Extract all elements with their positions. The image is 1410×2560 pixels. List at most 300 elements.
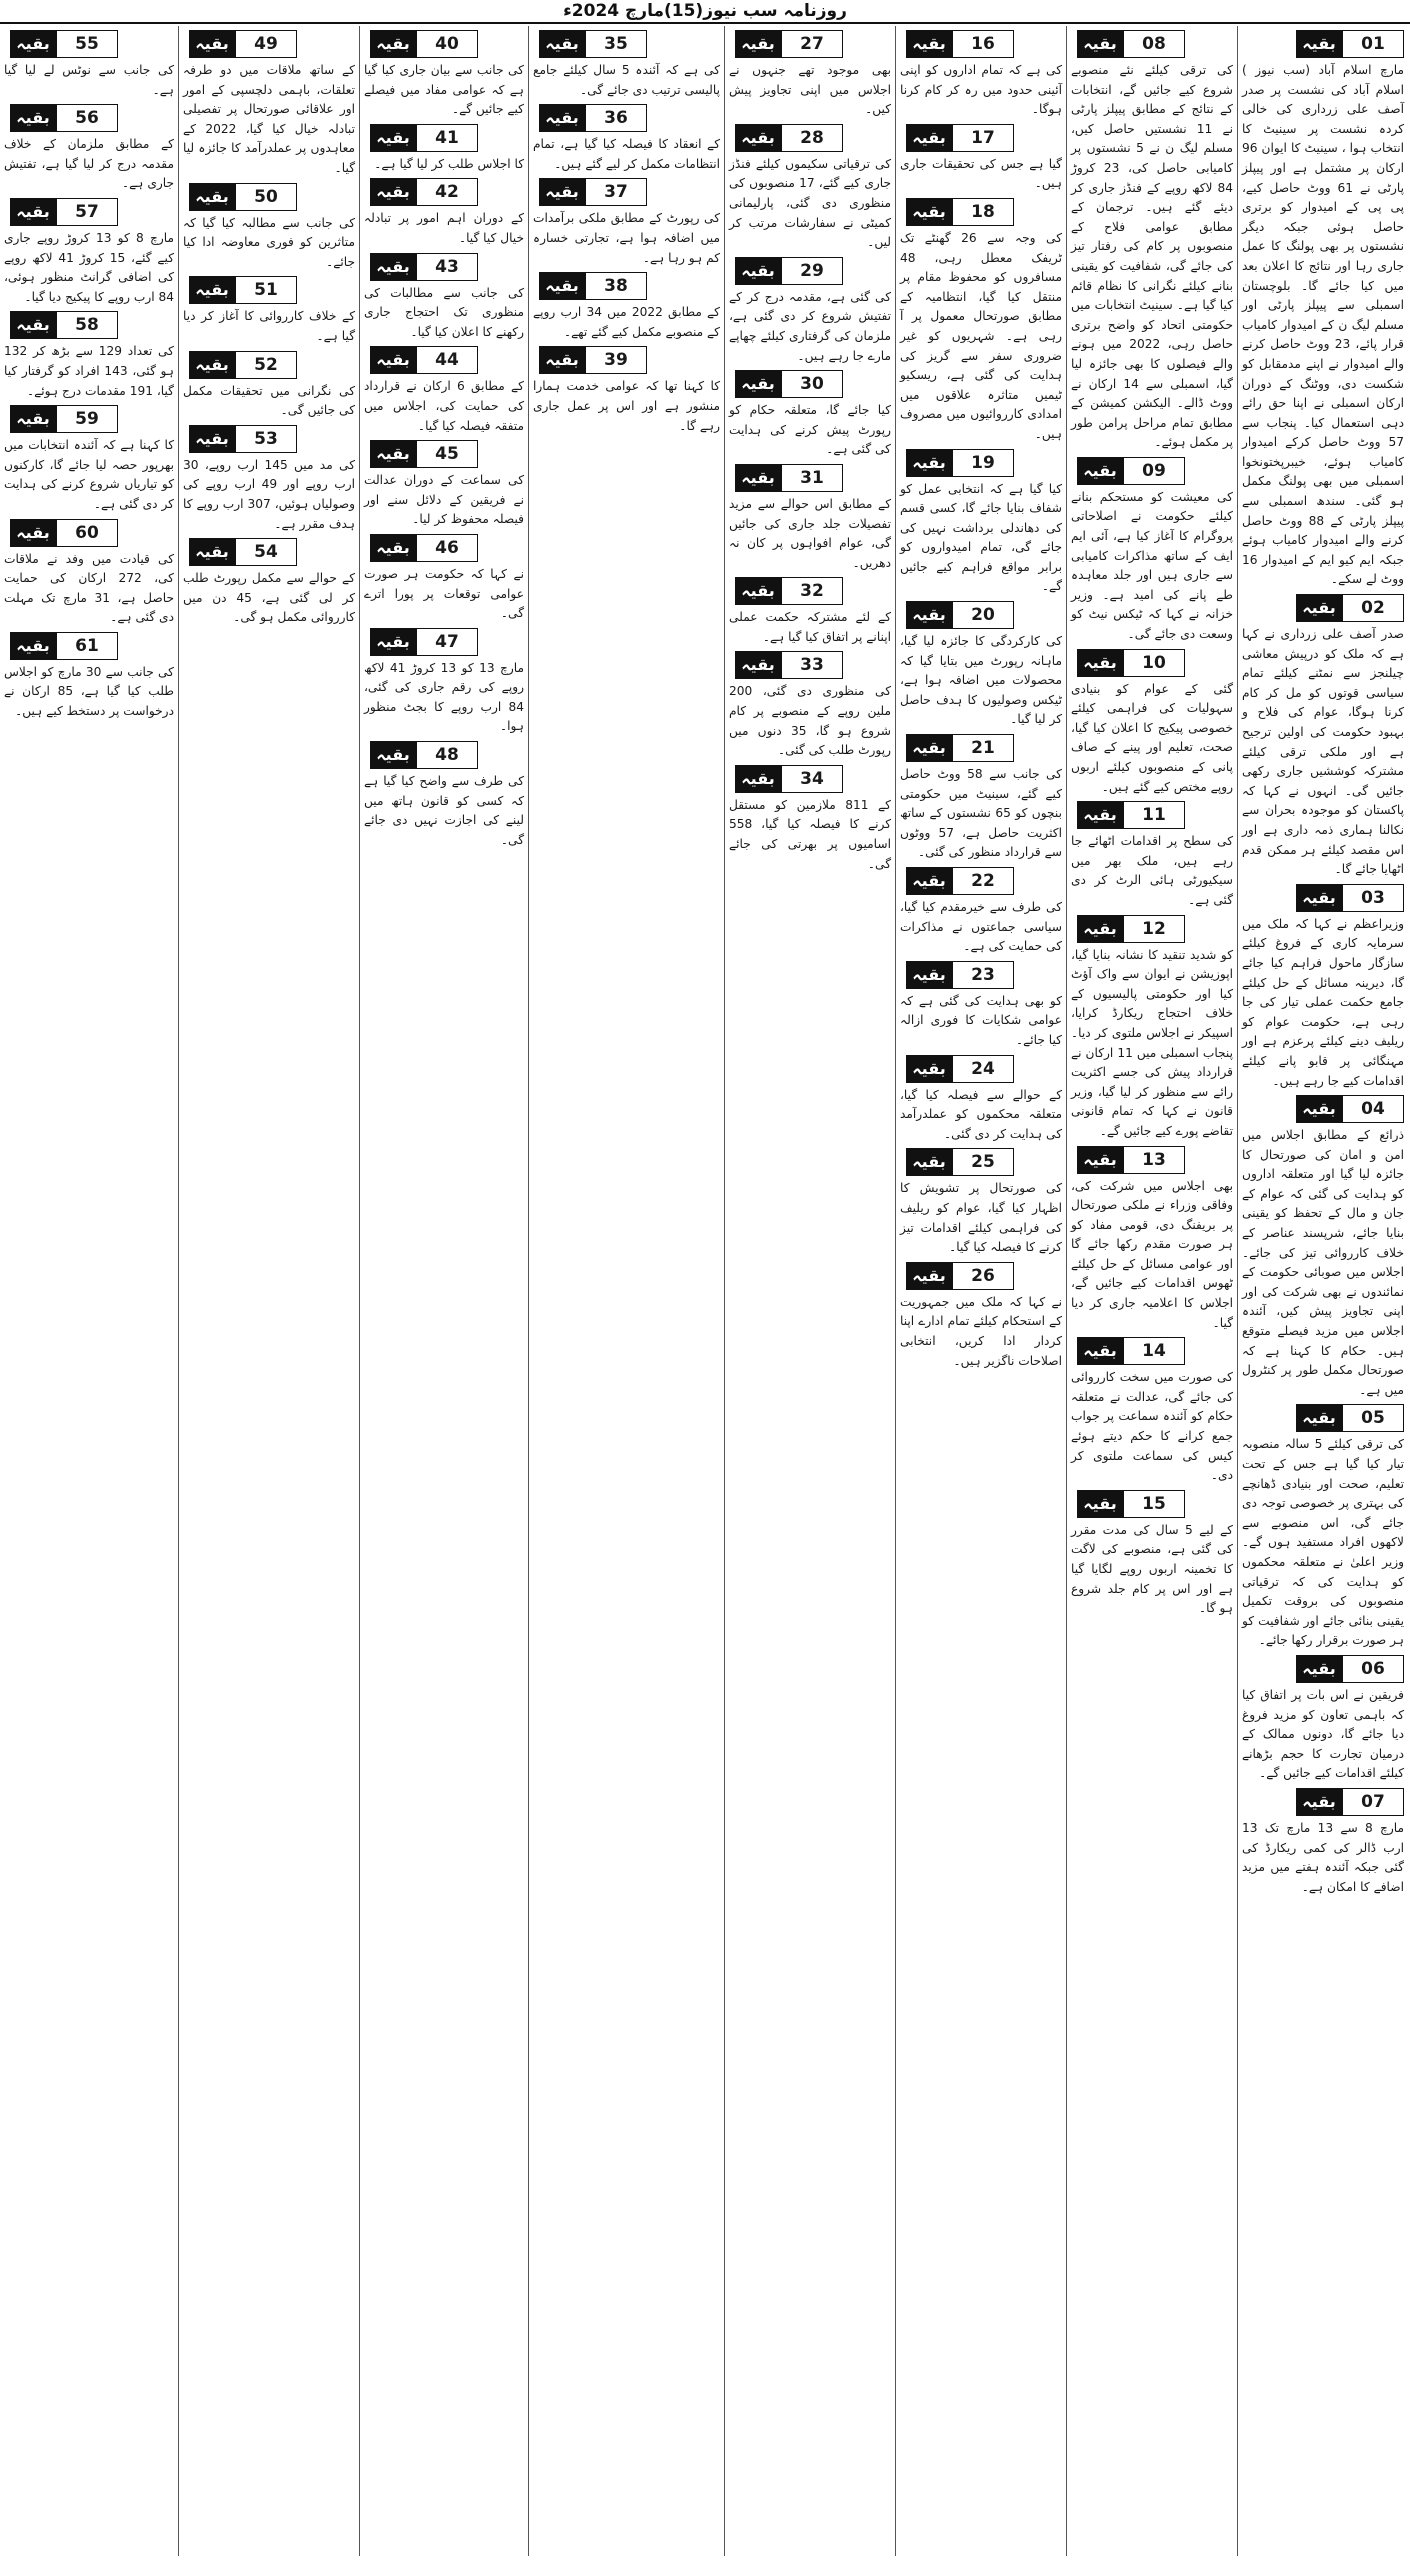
continuation-label: بقیہ (189, 425, 235, 453)
continuation-tag (1071, 1337, 1233, 1365)
continuation-tag (900, 867, 1062, 895)
continuation-number: 19 (952, 449, 1014, 477)
column-1 (1240, 26, 1406, 2556)
continuation-label: بقیہ (1296, 1655, 1342, 1683)
continuation-block (364, 741, 524, 850)
continuation-tag (1242, 1095, 1404, 1123)
continuation-tag (364, 346, 524, 374)
continuation-block (1242, 1095, 1404, 1400)
column-7 (181, 26, 357, 2556)
continuation-block (183, 425, 355, 534)
continuation-tag (900, 1055, 1062, 1083)
continuation-label: بقیہ (370, 253, 416, 281)
continuation-label: بقیہ (735, 257, 781, 285)
continuation-tag (364, 741, 524, 769)
continuation-tag (900, 734, 1062, 762)
continuation-block (183, 538, 355, 628)
continuation-label: بقیہ (735, 464, 781, 492)
continuation-label: بقیہ (1077, 649, 1123, 677)
continuation-block (4, 104, 174, 194)
continuation-number: 43 (416, 253, 478, 281)
continuation-label: بقیہ (189, 538, 235, 566)
continuation-text: کی طرف سے خیرمقدم کیا گیا، سیاسی جماعتوں نے مذاکرات کی حمایت کی ہے۔ (900, 900, 1062, 954)
continuation-block (364, 534, 524, 624)
continuation-number: 38 (585, 272, 647, 300)
continuation-text: نے کہا کہ حکومت ہر صورت عوامی توقعات پر پورا اترے گی۔ (364, 566, 524, 621)
continuation-text: کی جانب سے بیان جاری کیا گیا ہے کہ عوامی مفاد میں فیصلے کیے جائیں گے۔ (364, 63, 524, 117)
continuation-tag (364, 30, 524, 58)
continuation-text: کیا گیا ہے کہ انتخابی عمل کو شفاف بنایا جائے گا، کسی قسم کی دھاندلی برداشت نہیں کی جائے گی، تمام امیدواروں کو برابر مواقع فراہم کیے جائیں گے۔ (900, 481, 1062, 594)
continuation-tag (183, 425, 355, 453)
continuation-label: بقیہ (906, 1148, 952, 1176)
continuation-tag (364, 253, 524, 281)
continuation-block (1242, 1655, 1404, 1784)
continuation-text: کے مطابق 6 ارکان نے قرارداد کی حمایت کی، اجلاس میں متفقہ فیصلہ کیا گیا۔ (364, 379, 524, 433)
continuation-text: کی ترقی کیلئے 5 سالہ منصوبہ تیار کیا گیا ہے جس کے تحت تعلیم، صحت اور بنیادی ڈھانچے کی بہتری پر خصوصی توجہ دی جائے گی، اس منصوبے سے لاکھوں افراد مستفید ہوں گے۔ وزیر اعلیٰ نے متعلقہ محکموں کو ہدایت کی کہ ترقیاتی منصوبوں کی بروقت تکمیل یقینی بنائی جائے اور شفافیت کو ہر صورت برقرار رکھا جائے۔ (1242, 1437, 1404, 1648)
column-divider (1066, 26, 1067, 2556)
continuation-block (900, 1262, 1062, 1371)
continuation-block (183, 30, 355, 179)
continuation-label: بقیہ (735, 577, 781, 605)
continuation-tag (729, 577, 891, 605)
continuation-label: بقیہ (1077, 457, 1123, 485)
continuation-block (533, 30, 720, 100)
continuation-tag (1242, 594, 1404, 622)
continuation-tag (1242, 1655, 1404, 1683)
continuation-text: کی صورتحال پر تشویش کا اظہار کیا گیا، عوام کو ریلیف کی فراہمی کیلئے اقدامات تیز کرنے کا فیصلہ کیا گیا۔ (900, 1181, 1062, 1255)
continuation-label: بقیہ (10, 519, 56, 547)
continuation-text: مارچ اسلام آباد (سب نیوز ) اسلام آباد کی نشست پر صدر آصف علی زرداری کی خالی کردہ نشست پر سینیٹ کا انتخاب ہوا ، سینیٹ کا ایوان 96 ارکان پر مشتمل ہے اور پیپلز پارٹی نے 61 ووٹ حاصل کیے، پی پی کے امیدوار کو برتری حاصل ہوئی جبکہ دیگر نشستوں پر بھی پولنگ کا عمل جاری رہا اور نتائج کا اعلان بعد میں کیا جائے گا۔ بلوچستان اسمبلی سے پیپلز پارٹی اور مسلم لیگ ن کے امیدوار کامیاب قرار پائے، 23 ووٹ حاصل کرنے والے امیدوار نے اپنے مدمقابل کو شکست دی، ووٹنگ کے دوران ارکان اسمبلی نے اپنا حق رائے دہی استعمال کیا۔ پنجاب سے 57 ووٹ حاصل کرکے امیدوار کامیاب ہوئے، خیبرپختونخوا اسمبلی میں بھی پولنگ مکمل ہو گئی۔ سندھ اسمبلی سے پیپلز پارٹی کے 88 ووٹ حاصل کرنے والے امیدوار کامیاب ہوئے جبکہ ایم کیو ایم کے امیدوار 16 ووٹ لے سکے۔ (1242, 63, 1405, 587)
continuation-number: 12 (1123, 915, 1185, 943)
continuation-label: بقیہ (906, 124, 952, 152)
continuation-tag (364, 178, 524, 206)
continuation-label: بقیہ (10, 405, 56, 433)
continuation-number: 45 (416, 440, 478, 468)
continuation-number: 15 (1123, 1490, 1185, 1518)
continuation-text: فریقین نے اس بات پر اتفاق کیا کہ باہمی تعاون کو مزید فروغ دیا جائے گا، دونوں ممالک کے درمیان تجارت کا حجم بڑھانے کیلئے اقدامات کیے جائیں گے۔ (1242, 1687, 1404, 1781)
continuation-block (729, 30, 891, 120)
continuation-label: بقیہ (906, 867, 952, 895)
continuation-number: 55 (56, 30, 118, 58)
newspaper-masthead (0, 0, 1410, 24)
continuation-text: کے مطابق ملزمان کے خلاف مقدمہ درج کر لیا گیا ہے، تفتیش جاری ہے۔ (4, 137, 174, 191)
continuation-tag (4, 30, 174, 58)
continuation-number: 21 (952, 734, 1014, 762)
continuation-number: 58 (56, 311, 118, 339)
continuation-number: 59 (56, 405, 118, 433)
continuation-tag (729, 257, 891, 285)
continuation-block (183, 351, 355, 421)
continuation-label: بقیہ (735, 765, 781, 793)
continuation-tag (1242, 1404, 1404, 1432)
continuation-block (729, 464, 891, 573)
continuation-number: 37 (585, 178, 647, 206)
continuation-number: 40 (416, 30, 478, 58)
continuation-number: 42 (416, 178, 478, 206)
continuation-label: بقیہ (189, 276, 235, 304)
continuation-number: 03 (1342, 884, 1404, 912)
continuation-label: بقیہ (370, 440, 416, 468)
continuation-tag (1071, 649, 1233, 677)
continuation-block (1242, 884, 1404, 1091)
continuation-text: بھی موجود تھے جنہوں نے اجلاس میں اپنی تجاویز پیش کیں۔ (729, 63, 891, 117)
continuation-number: 28 (781, 124, 843, 152)
continuation-tag (900, 1262, 1062, 1290)
continuation-number: 39 (585, 346, 647, 374)
continuation-block (4, 632, 174, 722)
continuation-label: بقیہ (906, 449, 952, 477)
continuation-number: 60 (56, 519, 118, 547)
continuation-block (1071, 801, 1233, 910)
continuation-label: بقیہ (906, 30, 952, 58)
column-divider (895, 26, 896, 2556)
continuation-tag (1071, 30, 1233, 58)
continuation-number: 32 (781, 577, 843, 605)
continuation-tag (4, 405, 174, 433)
continuation-label: بقیہ (10, 311, 56, 339)
continuation-label: بقیہ (1296, 594, 1342, 622)
continuation-label: بقیہ (1077, 1146, 1123, 1174)
continuation-block (533, 346, 720, 436)
continuation-tag (533, 272, 720, 300)
continuation-number: 57 (56, 198, 118, 226)
continuation-number: 23 (952, 961, 1014, 989)
continuation-tag (1071, 801, 1233, 829)
continuation-text: کے لئے مشترکہ حکمت عملی اپنانے پر اتفاق کیا گیا ہے۔ (729, 610, 891, 644)
continuation-tag (4, 632, 174, 660)
continuation-label: بقیہ (1077, 915, 1123, 943)
continuation-number: 24 (952, 1055, 1014, 1083)
continuation-block (900, 1148, 1062, 1257)
continuation-block (4, 30, 174, 100)
column-8 (2, 26, 176, 2556)
continuation-number: 33 (781, 651, 843, 679)
continuation-block (900, 1055, 1062, 1145)
continuation-label: بقیہ (1296, 1095, 1342, 1123)
continuation-number: 46 (416, 534, 478, 562)
continuation-block (1071, 1146, 1233, 1334)
continuation-label: بقیہ (189, 30, 235, 58)
continuation-text: کی نگرانی میں تحقیقات مکمل کی جائیں گی۔ (183, 383, 355, 418)
continuation-number: 27 (781, 30, 843, 58)
continuation-tag (1071, 1490, 1233, 1518)
continuation-block (1071, 649, 1233, 798)
continuation-label: بقیہ (906, 1262, 952, 1290)
continuation-text: کی ہے کہ تمام اداروں کو اپنی آئینی حدود میں رہ کر کام کرنا ہوگا۔ (900, 63, 1062, 117)
continuation-number: 22 (952, 867, 1014, 895)
continuation-label: بقیہ (1296, 30, 1342, 58)
continuation-label: بقیہ (189, 351, 235, 379)
continuation-tag (1071, 915, 1233, 943)
continuation-text: کی رپورٹ کے مطابق ملکی برآمدات میں اضافہ ہوا ہے، تجارتی خسارہ کم ہو رہا ہے۔ (533, 211, 720, 265)
continuation-tag (900, 601, 1062, 629)
continuation-tag (729, 464, 891, 492)
continuation-text: کے انعقاد کا فیصلہ کیا گیا ہے، تمام انتظامات مکمل کر لیے گئے ہیں۔ (533, 137, 720, 171)
continuation-text: کی معیشت کو مستحکم بنانے کیلئے حکومت نے اصلاحاتی پروگرام کا آغاز کیا ہے، آئی ایم ایف کے ساتھ مذاکرات کامیابی سے جاری ہیں اور جلد معاہدہ طے پانے کی امید ہے۔ وزیر خزانہ نے کہا کہ ٹیکس نیٹ کو وسعت دی جائے گی۔ (1071, 489, 1233, 642)
continuation-text: کیا جائے گا، متعلقہ حکام کو رپورٹ پیش کرنے کی ہدایت کی گئی ہے۔ (729, 403, 891, 457)
continuation-number: 36 (585, 104, 647, 132)
continuation-text: مارچ 8 کو 13 کروڑ روپے جاری کیے گئے، 15 کروڑ 41 لاکھ روپے کی اضافی گرانٹ منظور ہوئی، 84 ارب روپے کا پیکیج دیا گیا۔ (4, 230, 174, 304)
continuation-block (4, 198, 174, 307)
continuation-tag (183, 351, 355, 379)
continuation-tag (183, 276, 355, 304)
continuation-number: 49 (235, 30, 297, 58)
continuation-number: 02 (1342, 594, 1404, 622)
continuation-label: بقیہ (10, 104, 56, 132)
continuation-label: بقیہ (1296, 1788, 1342, 1816)
continuation-block (900, 734, 1062, 863)
continuation-number: 54 (235, 538, 297, 566)
continuation-text: کی جانب سے 58 ووٹ حاصل کیے گئے، سینیٹ میں حکومتی بنچوں کو 65 نشستوں کے ساتھ اکثریت حاصل ہے، 57 ووٹوں سے قرارداد منظور کی گئی۔ (900, 767, 1062, 860)
continuation-tag (1242, 30, 1404, 58)
continuation-number: 20 (952, 601, 1014, 629)
continuation-block (1242, 30, 1404, 590)
continuation-number: 61 (56, 632, 118, 660)
continuation-number: 47 (416, 628, 478, 656)
continuation-block (364, 628, 524, 737)
continuation-tag (900, 198, 1062, 226)
continuation-number: 07 (1342, 1788, 1404, 1816)
column-4 (727, 26, 893, 2556)
continuation-text: گئی کے عوام کو بنیادی سہولیات کی فراہمی کیلئے خصوصی پیکیج کا اعلان کیا گیا، صحت، تعلیم اور پینے کے صاف پانی کے منصوبوں کیلئے اربوں روپے مختص کیے گئے ہیں۔ (1071, 681, 1233, 794)
continuation-block (533, 272, 720, 342)
continuation-block (729, 765, 891, 874)
continuation-tag (900, 449, 1062, 477)
continuation-label: بقیہ (10, 198, 56, 226)
continuation-label: بقیہ (370, 124, 416, 152)
continuation-number: 10 (1123, 649, 1185, 677)
continuation-text: کی ترقیاتی سکیموں کیلئے فنڈز جاری کیے گئے، 17 منصوبوں کی منظوری دی گئی، پارلیمانی کمیٹی نے سفارشات مرتب کر لیں۔ (729, 156, 891, 250)
column-divider (724, 26, 725, 2556)
continuation-number: 53 (235, 425, 297, 453)
continuation-block (729, 651, 891, 760)
continuation-tag (183, 538, 355, 566)
continuation-text: کی منظوری دی گئی، 200 ملین روپے کے منصوبے پر کام شروع ہو گا، 35 دنوں میں رپورٹ طلب کی گئی۔ (729, 684, 891, 758)
continuation-tag (364, 534, 524, 562)
continuation-tag (729, 370, 891, 398)
continuation-tag (533, 104, 720, 132)
continuation-text: کی تعداد 129 سے بڑھ کر 132 ہو گئی، 143 افراد کو گرفتار کیا گیا، 191 مقدمات درج ہوئے۔ (4, 344, 174, 398)
continuation-tag (533, 30, 720, 58)
continuation-number: 30 (781, 370, 843, 398)
continuation-block (4, 405, 174, 514)
continuation-text: کے مطابق اس حوالے سے مزید تفصیلات جلد جاری کی جائیں گی، عوام افواہوں پر کان نہ دھریں۔ (729, 496, 891, 570)
continuation-text: کی کارکردگی کا جائزہ لیا گیا، ماہانہ رپورٹ میں بتایا گیا کہ محصولات میں اضافہ ہوا ہے، ٹیکس وصولیوں کا ہدف حاصل کر لیا گیا۔ (900, 634, 1062, 727)
continuation-tag (183, 183, 355, 211)
continuation-text: کا اجلاس طلب کر لیا گیا ہے۔ (374, 156, 524, 171)
continuation-text: کا کہنا ہے کہ آئندہ انتخابات میں بھرپور حصہ لیا جائے گا، کارکنوں کو تیاریاں شروع کرنے کی ہدایت کر دی گئی ہے۔ (4, 438, 174, 511)
column-6 (362, 26, 526, 2556)
continuation-tag (4, 104, 174, 132)
continuation-label: بقیہ (370, 178, 416, 206)
continuation-label: بقیہ (370, 628, 416, 656)
continuation-number: 34 (781, 765, 843, 793)
continuation-label: بقیہ (906, 1055, 952, 1083)
continuation-number: 48 (416, 741, 478, 769)
continuation-label: بقیہ (539, 272, 585, 300)
continuation-label: بقیہ (10, 632, 56, 660)
continuation-text: کی جانب سے مطالبات کی منظوری تک احتجاج جاری رکھنے کا اعلان کیا گیا۔ (364, 285, 524, 339)
continuation-text: کے خلاف کارروائی کا آغاز کر دیا گیا ہے۔ (183, 309, 355, 343)
continuation-label: بقیہ (1077, 1337, 1123, 1365)
continuation-label: بقیہ (189, 183, 235, 211)
continuation-number: 41 (416, 124, 478, 152)
continuation-text: مارچ 13 کو 13 کروڑ 41 لاکھ روپے کی رقم جاری کی گئی، 84 ارب روپے کا بجٹ منظور ہوا۔ (364, 660, 525, 734)
continuation-text: کی جانب سے نوٹس لے لیا گیا ہے۔ (4, 63, 174, 97)
continuation-tag (4, 519, 174, 547)
continuation-text: کی مد میں 145 ارب روپے، 30 ارب روپے اور 49 ارب روپے کی وصولیاں ہوئیں، 307 ارب روپے کا ہدف مقرر ہے۔ (183, 457, 355, 531)
continuation-number: 05 (1342, 1404, 1404, 1432)
continuation-block (183, 183, 355, 273)
continuation-text: کے حوالے سے مکمل رپورٹ طلب کر لی گئی ہے، 45 دن میں کارروائی مکمل ہو گی۔ (183, 571, 356, 625)
continuation-tag (364, 440, 524, 468)
continuation-tag (1071, 457, 1233, 485)
continuation-block (900, 124, 1062, 194)
continuation-block (729, 124, 891, 253)
continuation-block (183, 276, 355, 346)
continuation-block (364, 30, 524, 120)
continuation-block (1071, 457, 1233, 645)
continuation-block (900, 30, 1062, 120)
continuation-block (1242, 1788, 1404, 1897)
continuation-label: بقیہ (906, 961, 952, 989)
continuation-tag (533, 178, 720, 206)
continuation-text: ذرائع کے مطابق اجلاس میں امن و امان کی صورتحال کا جائزہ لیا گیا اور متعلقہ اداروں کو ہدایت کی گئی کہ عوام کے جان و مال کے تحفظ کو یقینی بنایا جائے، شرپسند عناصر کے خلاف کارروائی تیز کی جائے۔ اجلاس میں صوبائی حکومت کے نمائندوں نے بھی شرکت کی اور اپنی تجاویز پیش کیں، آئندہ اجلاس میں مزید فیصلے متوقع ہیں۔ حکام کا کہنا ہے کہ صورتحال مکمل طور پر کنٹرول میں ہے۔ (1242, 1128, 1404, 1397)
continuation-number: 17 (952, 124, 1014, 152)
masthead-title: روزنامہ سب نیوز(15)مارچ 2024ء (563, 1, 847, 21)
continuation-number: 52 (235, 351, 297, 379)
continuation-tag (364, 628, 524, 656)
continuation-label: بقیہ (539, 346, 585, 374)
continuation-tag (4, 311, 174, 339)
continuation-block (4, 519, 174, 628)
continuation-block (900, 961, 1062, 1051)
continuation-number: 11 (1123, 801, 1185, 829)
continuation-block (364, 346, 524, 436)
continuation-tag (1071, 1146, 1233, 1174)
continuation-label: بقیہ (906, 601, 952, 629)
continuation-number: 56 (56, 104, 118, 132)
continuation-block (364, 124, 524, 175)
continuation-number: 13 (1123, 1146, 1185, 1174)
continuation-label: بقیہ (370, 534, 416, 562)
continuation-number: 09 (1123, 457, 1185, 485)
continuation-number: 04 (1342, 1095, 1404, 1123)
continuation-text: کی قیادت میں وفد نے ملاقات کی، 272 ارکان کی حمایت حاصل ہے، 31 مارچ تک مہلت دی گئی ہے۔ (4, 551, 174, 625)
column-3 (898, 26, 1064, 2556)
continuation-block (729, 257, 891, 366)
continuation-block (1071, 915, 1233, 1142)
continuation-text: کی صورت میں سخت کارروائی کی جائے گی، عدالت نے متعلقہ حکام کو آئندہ سماعت پر جواب جمع کرانے کا حکم دیتے ہوئے کیس کی سماعت ملتوی کر دی۔ (1071, 1370, 1233, 1483)
continuation-number: 35 (585, 30, 647, 58)
continuation-number: 44 (416, 346, 478, 374)
column-5 (531, 26, 722, 2556)
continuation-number: 06 (1342, 1655, 1404, 1683)
continuation-number: 16 (952, 30, 1014, 58)
column-divider (528, 26, 529, 2556)
continuation-text: صدر آصف علی زرداری نے کہا ہے کہ ملک کو درپیش معاشی چیلنجز سے نمٹنے کیلئے تمام سیاسی قوتوں کو مل کر کام کرنا ہوگا، عوام کی فلاح و بہبود حکومت کی اولین ترجیح ہے اور ملکی ترقی کیلئے مشترکہ کوششیں جاری رکھی جائیں گی۔ انہوں نے کہا کہ پاکستان کو موجودہ بحران سے نکالنا ہماری ذمہ داری ہے اور اس مقصد کیلئے ہر ممکن قدم اٹھایا جائے گا۔ (1242, 627, 1404, 877)
continuation-label: بقیہ (370, 30, 416, 58)
continuation-block (1242, 1404, 1404, 1651)
continuation-text: کی جانب سے 30 مارچ کو اجلاس طلب کیا گیا ہے، 85 ارکان نے درخواست پر دستخط کیے ہیں۔ (4, 664, 174, 719)
continuation-block (4, 311, 174, 401)
continuation-block (364, 253, 524, 343)
column-divider (1237, 26, 1238, 2556)
continuation-label: بقیہ (1077, 1490, 1123, 1518)
continuation-label: بقیہ (906, 734, 952, 762)
continuation-block (364, 178, 524, 248)
continuation-number: 25 (952, 1148, 1014, 1176)
continuation-tag (729, 651, 891, 679)
continuation-block (1071, 30, 1233, 453)
continuation-label: بقیہ (370, 346, 416, 374)
continuation-label: بقیہ (1077, 30, 1123, 58)
continuation-text: بھی اجلاس میں شرکت کی، وفاقی وزراء نے ملکی صورتحال پر بریفنگ دی، قومی مفاد کو ہر صورت مقدم رکھا جائے گا اور عوامی مسائل کے حل کیلئے ٹھوس اقدامات کیے جائیں گے، اجلاس کا اعلامیہ جاری کر دیا گیا۔ (1071, 1178, 1233, 1330)
continuation-text: کو بھی ہدایت کی گئی ہے کہ عوامی شکایات کا فوری ازالہ کیا جائے۔ (900, 993, 1062, 1047)
continuation-text: کے لیے 5 سال کی مدت مقرر کی گئی ہے، منصوبے کی لاگت کا تخمینہ اربوں روپے لگایا گیا ہے اور اس پر کام جلد شروع ہو گا۔ (1071, 1522, 1233, 1616)
continuation-tag (1242, 1788, 1404, 1816)
continuation-label: بقیہ (539, 104, 585, 132)
continuation-label: بقیہ (539, 30, 585, 58)
continuation-tag (4, 198, 174, 226)
continuation-block (900, 867, 1062, 957)
continuation-tag (900, 961, 1062, 989)
continuation-text: گیا ہے جس کی تحقیقات جاری ہیں۔ (900, 156, 1062, 191)
continuation-block (533, 178, 720, 268)
continuation-text: کے مطابق 2022 میں 34 ارب روپے کے منصوبے مکمل کیے گئے تھے۔ (533, 305, 720, 339)
continuation-tag (900, 30, 1062, 58)
continuation-number: 18 (952, 198, 1014, 226)
continuation-label: بقیہ (10, 30, 56, 58)
continuation-block (729, 577, 891, 647)
continuation-tag (900, 1148, 1062, 1176)
continuation-tag (729, 765, 891, 793)
continuation-tag (900, 124, 1062, 152)
continuation-tag (364, 124, 524, 152)
continuation-text: کی جانب سے مطالبہ کیا گیا کہ متاثرین کو فوری معاوضہ ادا کیا جائے۔ (183, 215, 355, 269)
column-divider (359, 26, 360, 2556)
continuation-block (364, 440, 524, 530)
continuation-number: 51 (235, 276, 297, 304)
continuation-tag (1242, 884, 1404, 912)
continuation-block (900, 449, 1062, 598)
continuation-label: بقیہ (735, 651, 781, 679)
continuation-tag (729, 30, 891, 58)
column-2 (1069, 26, 1235, 2556)
continuation-block (900, 601, 1062, 730)
continuation-block (1242, 594, 1404, 880)
continuation-label: بقیہ (735, 370, 781, 398)
continuation-number: 14 (1123, 1337, 1185, 1365)
continuation-number: 26 (952, 1262, 1014, 1290)
continuation-tag (729, 124, 891, 152)
continuation-tag (183, 30, 355, 58)
continuation-label: بقیہ (1296, 1404, 1342, 1432)
continuation-text: کے حوالے سے فیصلہ کیا گیا، متعلقہ محکموں کو عملدرآمد کی ہدایت کر دی گئی۔ (900, 1087, 1062, 1141)
continuation-block (729, 370, 891, 460)
continuation-label: بقیہ (906, 198, 952, 226)
continuation-tag (533, 346, 720, 374)
column-divider (178, 26, 179, 2556)
continuation-text: وزیراعظم نے کہا کہ ملک میں سرمایہ کاری کے فروغ کیلئے سازگار ماحول فراہم کیا جائے گا، دیرینہ مسائل کے حل کیلئے جامع حکمت عملی تیار کی جا رہی ہے، حکومت عوام کو ریلیف دینے کیلئے پرعزم ہے اور مہنگائی پر قابو پانے کیلئے اقدامات کیے جا رہے ہیں۔ (1242, 916, 1404, 1088)
continuation-label: بقیہ (1296, 884, 1342, 912)
continuation-text: کی وجہ سے 26 گھنٹے تک ٹریفک معطل رہی، 48 مسافروں کو محفوظ مقام پر منتقل کیا گیا، انتظامیہ کے مطابق صورتحال معمول پر آ رہی ہے۔ شہریوں کو غیر ضروری سفر سے گریز کی ہدایت کی گئی ہے، ریسکیو ٹیمیں متاثرہ علاقوں میں امدادی کارروائیوں میں مصروف ہیں۔ (900, 230, 1062, 441)
continuation-label: بقیہ (539, 178, 585, 206)
continuation-number: 31 (781, 464, 843, 492)
continuation-text: کے ساتھ ملاقات میں دو طرفہ تعلقات، باہمی دلچسپی کے امور اور علاقائی صورتحال پر تفصیلی تبادلہ خیال کیا گیا، 2022 کے معاہدوں پر عملدرآمد کا جائزہ لیا گیا۔ (183, 63, 355, 175)
continuation-block (900, 198, 1062, 445)
continuation-text: کی گئی ہے، مقدمہ درج کر کے تفتیش شروع کر دی گئی ہے، ملزمان کی گرفتاری کیلئے چھاپے مارے جا رہے ہیں۔ (729, 289, 891, 363)
